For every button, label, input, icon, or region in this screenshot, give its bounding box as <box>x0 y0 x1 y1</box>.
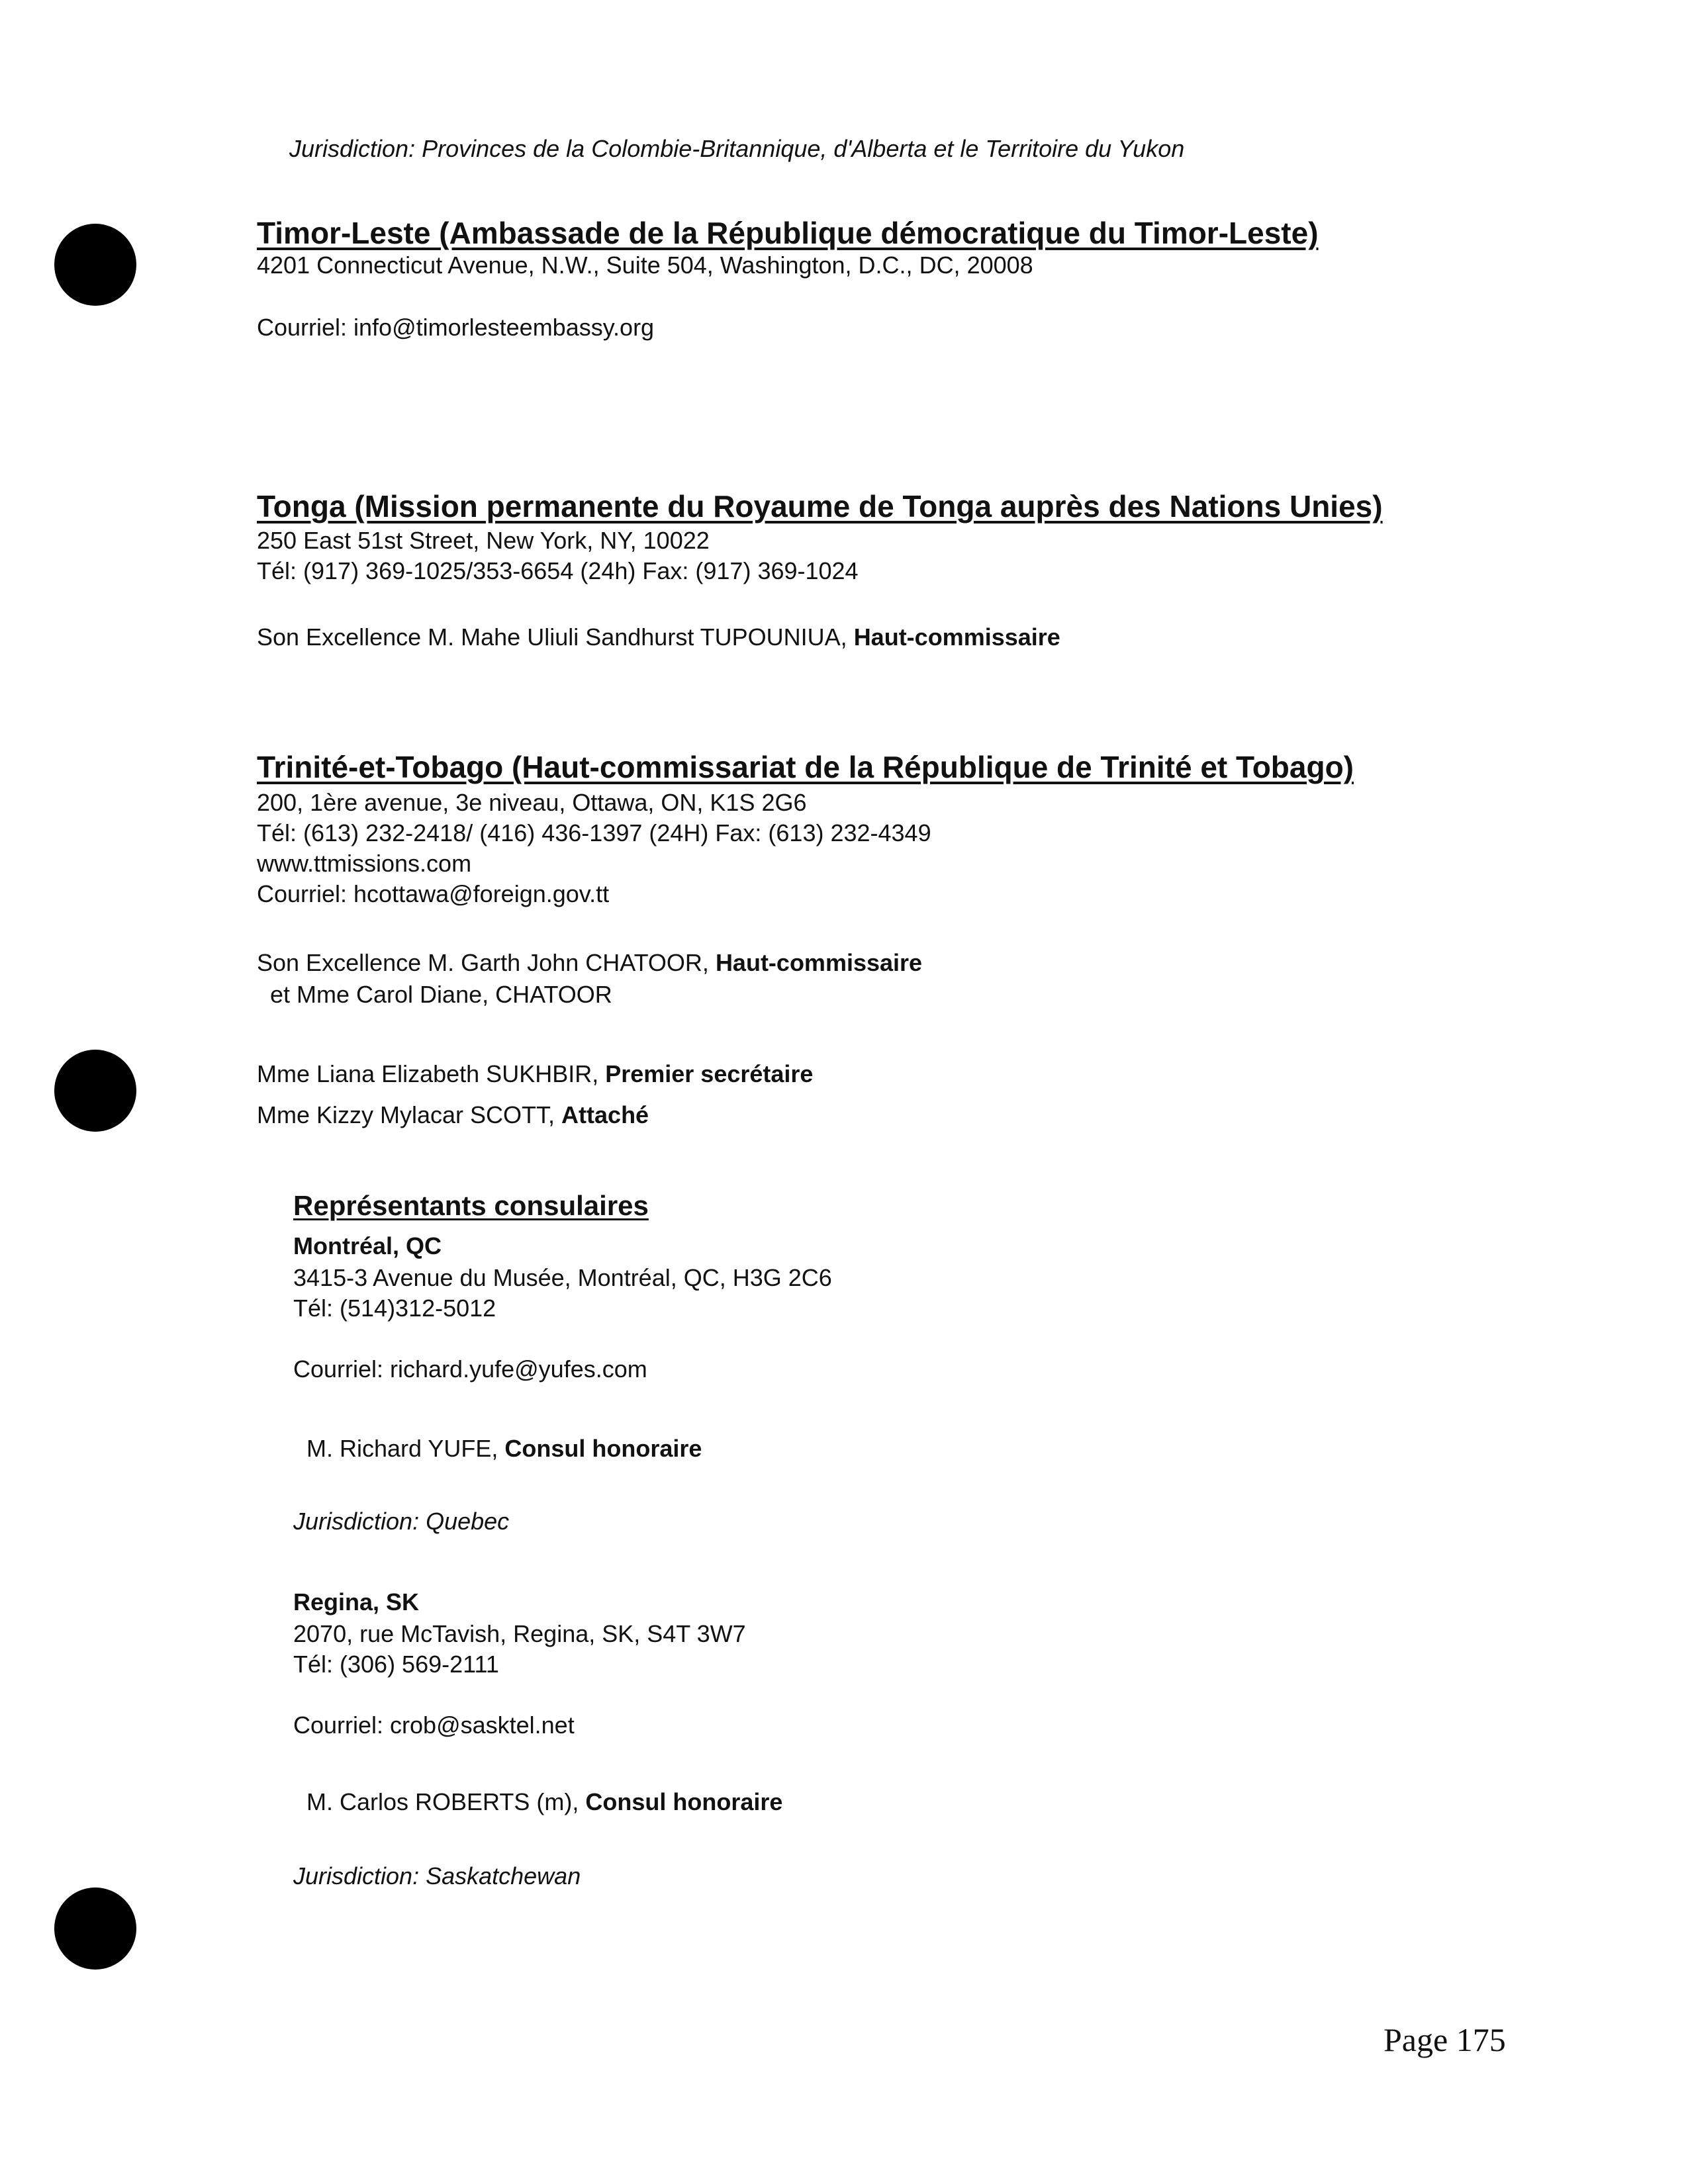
trinidad-email: Courriel: hcottawa@foreign.gov.tt <box>257 880 610 907</box>
trinidad-hc-title: Haut-commissaire <box>715 949 923 976</box>
trinidad-hc <box>257 948 922 978</box>
tonga-address: 250 East 51st Street, New York, NY, 10022 <box>257 527 710 554</box>
consulate-regina-person <box>306 1787 782 1817</box>
consulate-regina-city: Regina, SK <box>293 1588 420 1615</box>
trinidad-website: www.ttmissions.com <box>257 850 472 877</box>
timor-title: Timor-Leste (Ambassade de la République démocratique du Timor-Leste) <box>257 216 1319 250</box>
consulate-montreal-city: Montréal, QC <box>293 1232 442 1259</box>
trinidad-phone: Tél: (613) 232-2418/ (416) 436-1397 (24H) Fax: (613) 232-4349 <box>257 819 931 846</box>
trinidad-address: 200, 1ère avenue, 3e niveau, Ottawa, ON, K1S 2G6 <box>257 789 807 816</box>
staff-name: Mme Liana Elizabeth SUKHBIR, <box>257 1060 606 1087</box>
consulate-montreal-person <box>306 1433 702 1464</box>
consulate-montreal-jurisdiction: Jurisdiction: Quebec <box>293 1508 510 1535</box>
trinidad-hc-name: Son Excellence M. Garth John CHATOOR, <box>257 949 716 976</box>
staff-title: Premier secrétaire <box>605 1060 814 1087</box>
consulate-regina-phone: Tél: (306) 569-2111 <box>293 1651 499 1678</box>
tonga-person <box>257 622 1060 653</box>
consulate-regina-address: 2070, rue McTavish, Regina, SK, S4T 3W7 <box>293 1620 746 1647</box>
timor-address: 4201 Connecticut Avenue, N.W., Suite 504, Washington, D.C., DC, 20008 <box>257 251 1033 279</box>
consular-heading: Représentants consulaires <box>293 1190 649 1221</box>
trinidad-staff-2 <box>257 1100 649 1130</box>
staff-name: Mme Kizzy Mylacar SCOTT, <box>257 1101 562 1128</box>
consulate-regina-email: Courriel: crob@sasktel.net <box>293 1711 575 1739</box>
consul-name: M. Richard YUFE, <box>306 1435 505 1462</box>
trinidad-staff-1 <box>257 1059 813 1089</box>
trinidad-spouse: et Mme Carol Diane, CHATOOR <box>270 981 612 1008</box>
tonga-person-name: Son Excellence M. Mahe Uliuli Sandhurst TUPOUNIUA, <box>257 623 854 651</box>
tonga-phone: Tél: (917) 369-1025/353-6654 (24h) Fax: (917) 369-1024 <box>257 557 859 584</box>
timor-email: Courriel: info@timorlesteembassy.org <box>257 314 655 341</box>
trinidad-title: Trinité-et-Tobago (Haut-commissariat de la République de Trinité et Tobago) <box>257 750 1354 784</box>
punch-hole-bottom <box>54 1888 136 1970</box>
header-jurisdiction: Jurisdiction: Provinces de la Colombie-Britannique, d'Alberta et le Territoire du Yukon <box>289 135 1185 162</box>
consulate-regina-jurisdiction: Jurisdiction: Saskatchewan <box>293 1862 581 1889</box>
tonga-title: Tonga (Mission permanente du Royaume de Tonga auprès des Nations Unies) <box>257 489 1383 523</box>
consul-name: M. Carlos ROBERTS (m), <box>306 1788 586 1815</box>
punch-hole-middle <box>54 1050 136 1132</box>
consul-title: Consul honoraire <box>504 1435 702 1462</box>
page-number: Page 175 <box>1383 2021 1506 2058</box>
consulate-montreal-address: 3415-3 Avenue du Musée, Montréal, QC, H3G 2C6 <box>293 1264 832 1291</box>
consulate-montreal-phone: Tél: (514)312-5012 <box>293 1295 496 1322</box>
punch-hole-top <box>54 224 136 306</box>
consulate-montreal-email: Courriel: richard.yufe@yufes.com <box>293 1355 647 1383</box>
consul-title: Consul honoraire <box>585 1788 783 1815</box>
tonga-person-title: Haut-commissaire <box>853 623 1060 651</box>
staff-title: Attaché <box>561 1101 649 1128</box>
